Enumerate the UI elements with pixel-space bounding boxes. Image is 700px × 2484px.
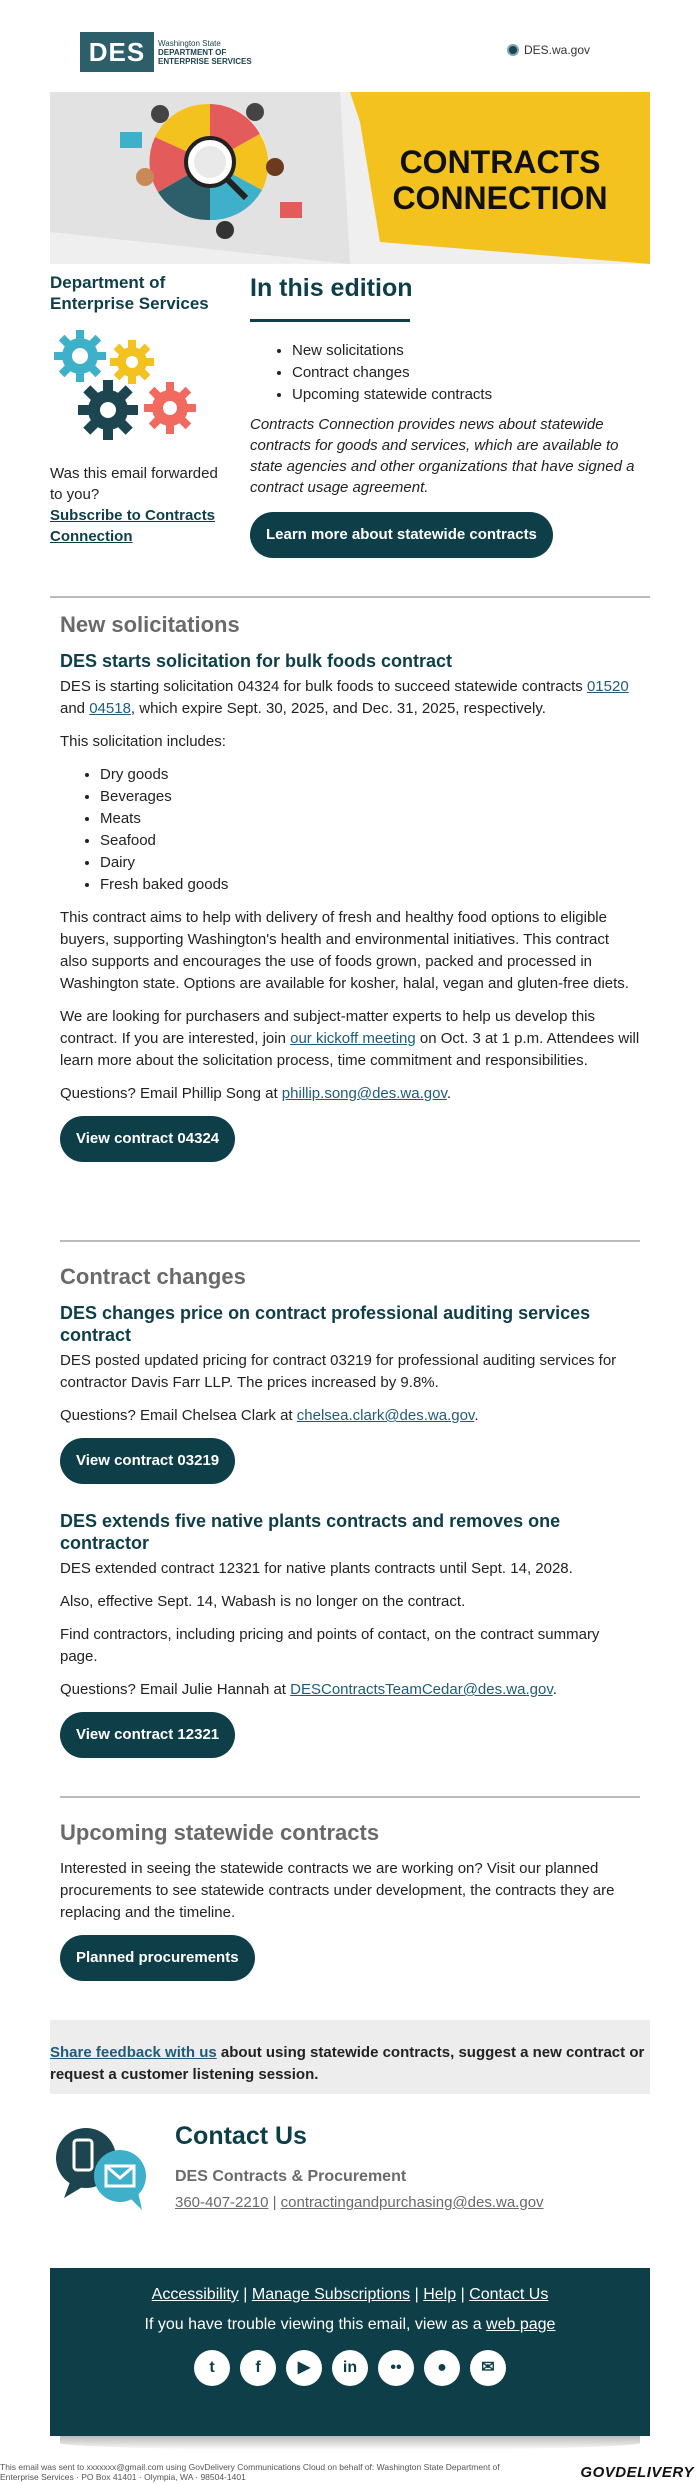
govdelivery-logo[interactable]: GOVDELIVERY — [580, 2464, 694, 2481]
view-contract-12321-button[interactable]: View contract 12321 — [60, 1712, 235, 1758]
youtube-icon[interactable]: ▶ — [286, 2350, 322, 2386]
legal-line1: This email was sent to xxxxxxx@gmail.com using GovDelivery Communications Cloud on behalf of: Washington State Department of — [0, 2462, 500, 2472]
contact-links: 360-407-2210 | contractingandpurchasing@des.wa.gov — [175, 2194, 544, 2211]
footer-nav: Accessibility | Manage Subscriptions | Help | Contact Us — [151, 2286, 549, 2303]
legal-text — [0, 2462, 560, 2482]
section-heading: Contract changes — [60, 1264, 246, 1289]
feedback-banner — [50, 2020, 650, 2094]
article-paragraph: DES is starting solicitation 04324 for bulk foods to succeed statewide contracts 01520 and 04518, which expire Sept. 30, 2025, and Dec. 31, 2025, respectively. — [60, 678, 629, 717]
org-name: Department of Enterprise Services — [50, 273, 209, 313]
includes-intro: This solicitation includes: — [60, 733, 226, 750]
manage-subscriptions-link[interactable]: Manage Subscriptions — [251, 2286, 411, 2303]
includes-list — [100, 764, 640, 896]
medium-icon[interactable]: ● — [424, 2350, 460, 2386]
divider — [50, 596, 650, 598]
footer-shadow — [60, 2436, 640, 2450]
section-contract-changes — [60, 1266, 640, 1758]
linkedin-icon[interactable]: in — [332, 2350, 368, 2386]
banner — [50, 92, 650, 264]
edition-description: Contracts Connection provides news about statewide contracts for goods and services, which are available to state agencies and other organizations that have signed a contract usage agreement. — [250, 416, 635, 496]
legal-line2: Enterprise Services · PO Box 41401 · Olympia, WA · 98504-1401 — [0, 2472, 246, 2482]
contract-01520-link[interactable]: 01520 — [586, 678, 629, 695]
list-item: • Dairy — [100, 852, 640, 874]
article-title: DES extends five native plants contracts and removes one contractor — [60, 1511, 561, 1553]
article-paragraph: DES posted updated pricing for contract 03219 for professional auditing services for contractor Davis Farr LLP. The prices increased by 9.8%. — [60, 1352, 617, 1391]
share-feedback-link[interactable]: Share feedback with us — [50, 2044, 217, 2061]
contract-04518-link[interactable]: 04518 — [89, 700, 131, 717]
site-link[interactable] — [507, 43, 590, 57]
twitter-icon[interactable]: t — [194, 2350, 230, 2386]
list-item: • Meats — [100, 808, 640, 830]
list-item: • Contract changes — [292, 362, 650, 384]
list-item: • Dry goods — [100, 764, 640, 786]
list-item: • Upcoming statewide contracts — [292, 384, 650, 406]
list-item: • Beverages — [100, 786, 640, 808]
section-upcoming-contracts — [60, 1822, 640, 1981]
article-paragraph: This contract aims to help with delivery of fresh and healthy food options to eligible buyers, supporting Washington's health and environmental initiatives. This contract also supports and encourages the use of foods grown, packed and processed in Washington state. Options are available for kosher, halal, vegan and gluten-free diets. — [60, 909, 629, 992]
list-item: • Fresh baked goods — [100, 874, 640, 896]
section-heading: New solicitations — [60, 612, 240, 637]
section-new-solicitations — [60, 614, 640, 1162]
logo-state: Washington State — [158, 38, 221, 48]
feedback-text: about using statewide contracts, suggest a new contract or request a customer listening session. — [50, 2044, 645, 2083]
email-link[interactable]: DESContractsTeamCedar@des.wa.gov — [290, 1681, 553, 1698]
article-title: DES starts solicitation for bulk foods contract — [60, 651, 453, 671]
view-contract-04324-button[interactable]: View contract 04324 — [60, 1116, 235, 1162]
divider — [60, 1240, 640, 1242]
email-link[interactable]: phillip.song@des.wa.gov — [281, 1085, 447, 1102]
kickoff-meeting-link[interactable]: our kickoff meeting — [290, 1030, 416, 1047]
intro-right — [250, 272, 650, 558]
facebook-icon[interactable]: f — [240, 2350, 276, 2386]
logo-abbr: DES — [80, 32, 154, 72]
edition-list — [292, 340, 650, 406]
email-header — [50, 26, 650, 76]
contact-org: DES Contracts & Procurement — [175, 2168, 407, 2185]
email-link[interactable]: chelsea.clark@des.wa.gov — [296, 1407, 475, 1424]
des-logo[interactable] — [80, 32, 252, 72]
gears-icon — [50, 324, 210, 444]
questions-line: Questions? Email Julie Hannah at DESContractsTeamCedar@des.wa.gov. — [60, 1681, 557, 1698]
banner-title-line2: CONNECTION — [392, 180, 608, 216]
subscribe-link[interactable]: Subscribe to Contracts Connection — [50, 507, 216, 545]
site-link-label: DES.wa.gov — [523, 43, 590, 57]
flickr-icon[interactable]: •• — [378, 2350, 414, 2386]
accessibility-link[interactable]: Accessibility — [151, 2286, 239, 2303]
globe-icon — [507, 44, 519, 56]
learn-more-button[interactable]: Learn more about statewide contracts — [250, 512, 553, 558]
forward-question: Was this email forwarded to you? — [50, 465, 218, 503]
article-paragraph: Find contractors, including pricing and points of contact, on the contract summary page. — [60, 1626, 600, 1665]
contact-heading: Contact Us — [175, 2122, 307, 2150]
article-paragraph: DES extended contract 12321 for native plants contracts until Sept. 14, 2028. — [60, 1560, 573, 1577]
intro-left — [50, 272, 230, 547]
logo-line1: DEPARTMENT OF — [158, 47, 227, 57]
banner-title-line1: CONTRACTS — [399, 144, 601, 180]
logo-text — [158, 39, 252, 66]
contact-section — [50, 2120, 650, 2220]
edition-heading: In this edition — [250, 274, 413, 302]
phone-link[interactable]: 360-407-2210 — [175, 2194, 269, 2211]
footer — [50, 2268, 650, 2436]
phone-chat-icon — [50, 2120, 160, 2220]
questions-line: Questions? Email Chelsea Clark at chelsea.clark@des.wa.gov. — [60, 1407, 479, 1424]
web-page-link[interactable]: web page — [486, 2316, 556, 2333]
edition-divider — [250, 319, 410, 322]
questions-line: Questions? Email Phillip Song at phillip.song@des.wa.gov. — [60, 1085, 452, 1102]
trouble-line: If you have trouble viewing this email, view as a web page — [144, 2316, 556, 2333]
article-paragraph: We are looking for purchasers and subject-matter experts to help us develop this contract. If you are interested, join our kickoff meeting on Oct. 3 at 1 p.m. Attendees will learn more about the solicitation process, time commitment and responsibilities. — [60, 1008, 640, 1069]
contact-us-link[interactable]: Contact Us — [469, 2286, 549, 2303]
contact-email-link[interactable]: contractingandpurchasing@des.wa.gov — [280, 2194, 544, 2211]
social-icons — [50, 2350, 650, 2386]
planned-procurements-button[interactable]: Planned procurements — [60, 1935, 255, 1981]
banner-title — [380, 144, 620, 216]
view-contract-03219-button[interactable]: View contract 03219 — [60, 1438, 235, 1484]
article-paragraph: Also, effective Sept. 14, Wabash is no longer on the contract. — [60, 1593, 466, 1610]
email-icon[interactable]: ✉ — [470, 2350, 506, 2386]
section-heading: Upcoming statewide contracts — [60, 1820, 380, 1845]
divider — [60, 1796, 640, 1798]
forward-block — [50, 463, 230, 547]
list-item: • Seafood — [100, 830, 640, 852]
article-title: DES changes price on contract professional auditing services contract — [60, 1303, 591, 1345]
article-paragraph: Interested in seeing the statewide contracts we are working on? Visit our planned procurements to see statewide contracts under development, the contracts they are replacing and the timeline. — [60, 1860, 615, 1921]
logo-line2: ENTERPRISE SERVICES — [158, 56, 252, 66]
list-item: • New solicitations — [292, 340, 650, 362]
help-link[interactable]: Help — [423, 2286, 457, 2303]
